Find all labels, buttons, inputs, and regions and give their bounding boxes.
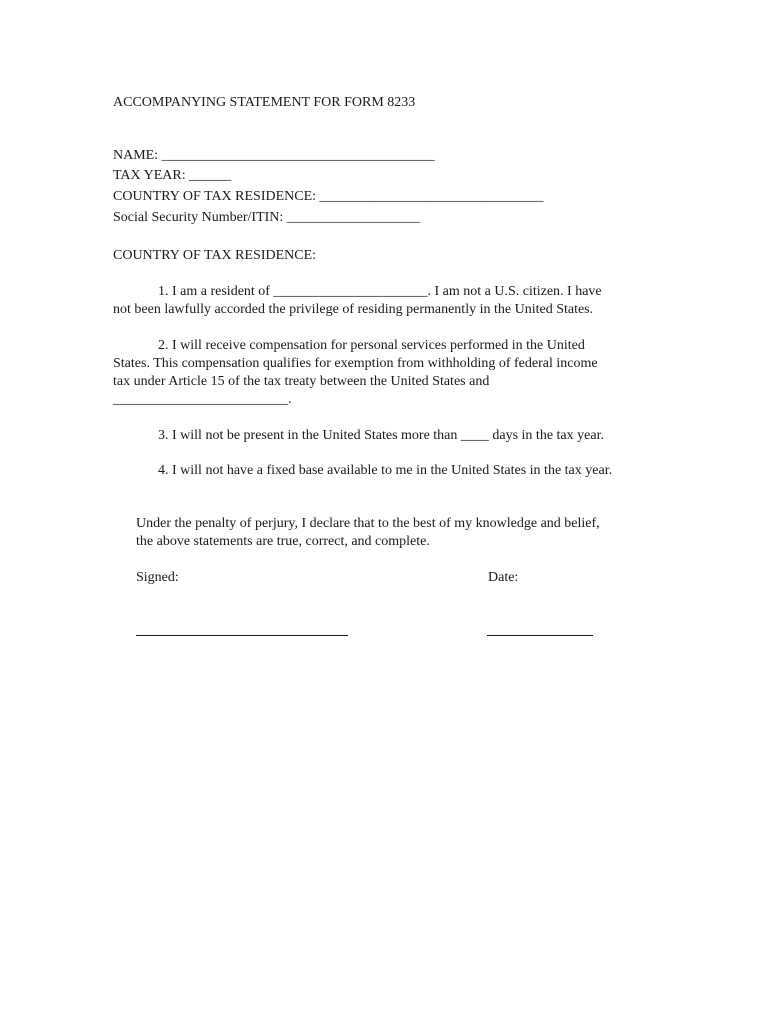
item-1-line-2: not been lawfully accorded the privilege of residing permanently in the United States. — [113, 302, 594, 317]
item-2-line-4: _________________________. — [113, 392, 292, 407]
item-2-line-3: tax under Article 15 of the tax treaty between the United States and — [113, 374, 490, 389]
name-field[interactable]: NAME: _______________________________________ — [113, 148, 435, 163]
document-title: ACCOMPANYING STATEMENT FOR FORM 8233 — [113, 95, 416, 110]
declaration-line-2: the above statements are true, correct, and complete. — [136, 534, 430, 549]
declaration-line-1: Under the penalty of perjury, I declare that to the best of my knowledge and belief, — [136, 516, 600, 531]
country-of-tax-residence-field[interactable]: COUNTRY OF TAX RESIDENCE: ________________________________ — [113, 189, 544, 204]
tax-year-field[interactable]: TAX YEAR: ______ — [113, 168, 232, 183]
item-1-line-1: 1. I am a resident of ______________________. I am not a U.S. citizen. I have — [158, 284, 602, 299]
item-2-line-1: 2. I will receive compensation for personal services performed in the United — [158, 338, 585, 353]
item-3: 3. I will not be present in the United States more than ____ days in the tax year. — [158, 428, 604, 443]
ssn-itin-field[interactable]: Social Security Number/ITIN: ___________________ — [113, 210, 420, 225]
item-2-line-2: States. This compensation qualifies for exemption from withholding of federal income — [113, 356, 598, 371]
date-line[interactable] — [487, 635, 593, 636]
item-4: 4. I will not have a fixed base available to me in the United States in the tax year. — [158, 463, 613, 478]
signature-line[interactable] — [136, 635, 348, 636]
section-heading: COUNTRY OF TAX RESIDENCE: — [113, 248, 317, 263]
signed-label: Signed: — [136, 570, 179, 585]
date-label: Date: — [488, 570, 519, 585]
